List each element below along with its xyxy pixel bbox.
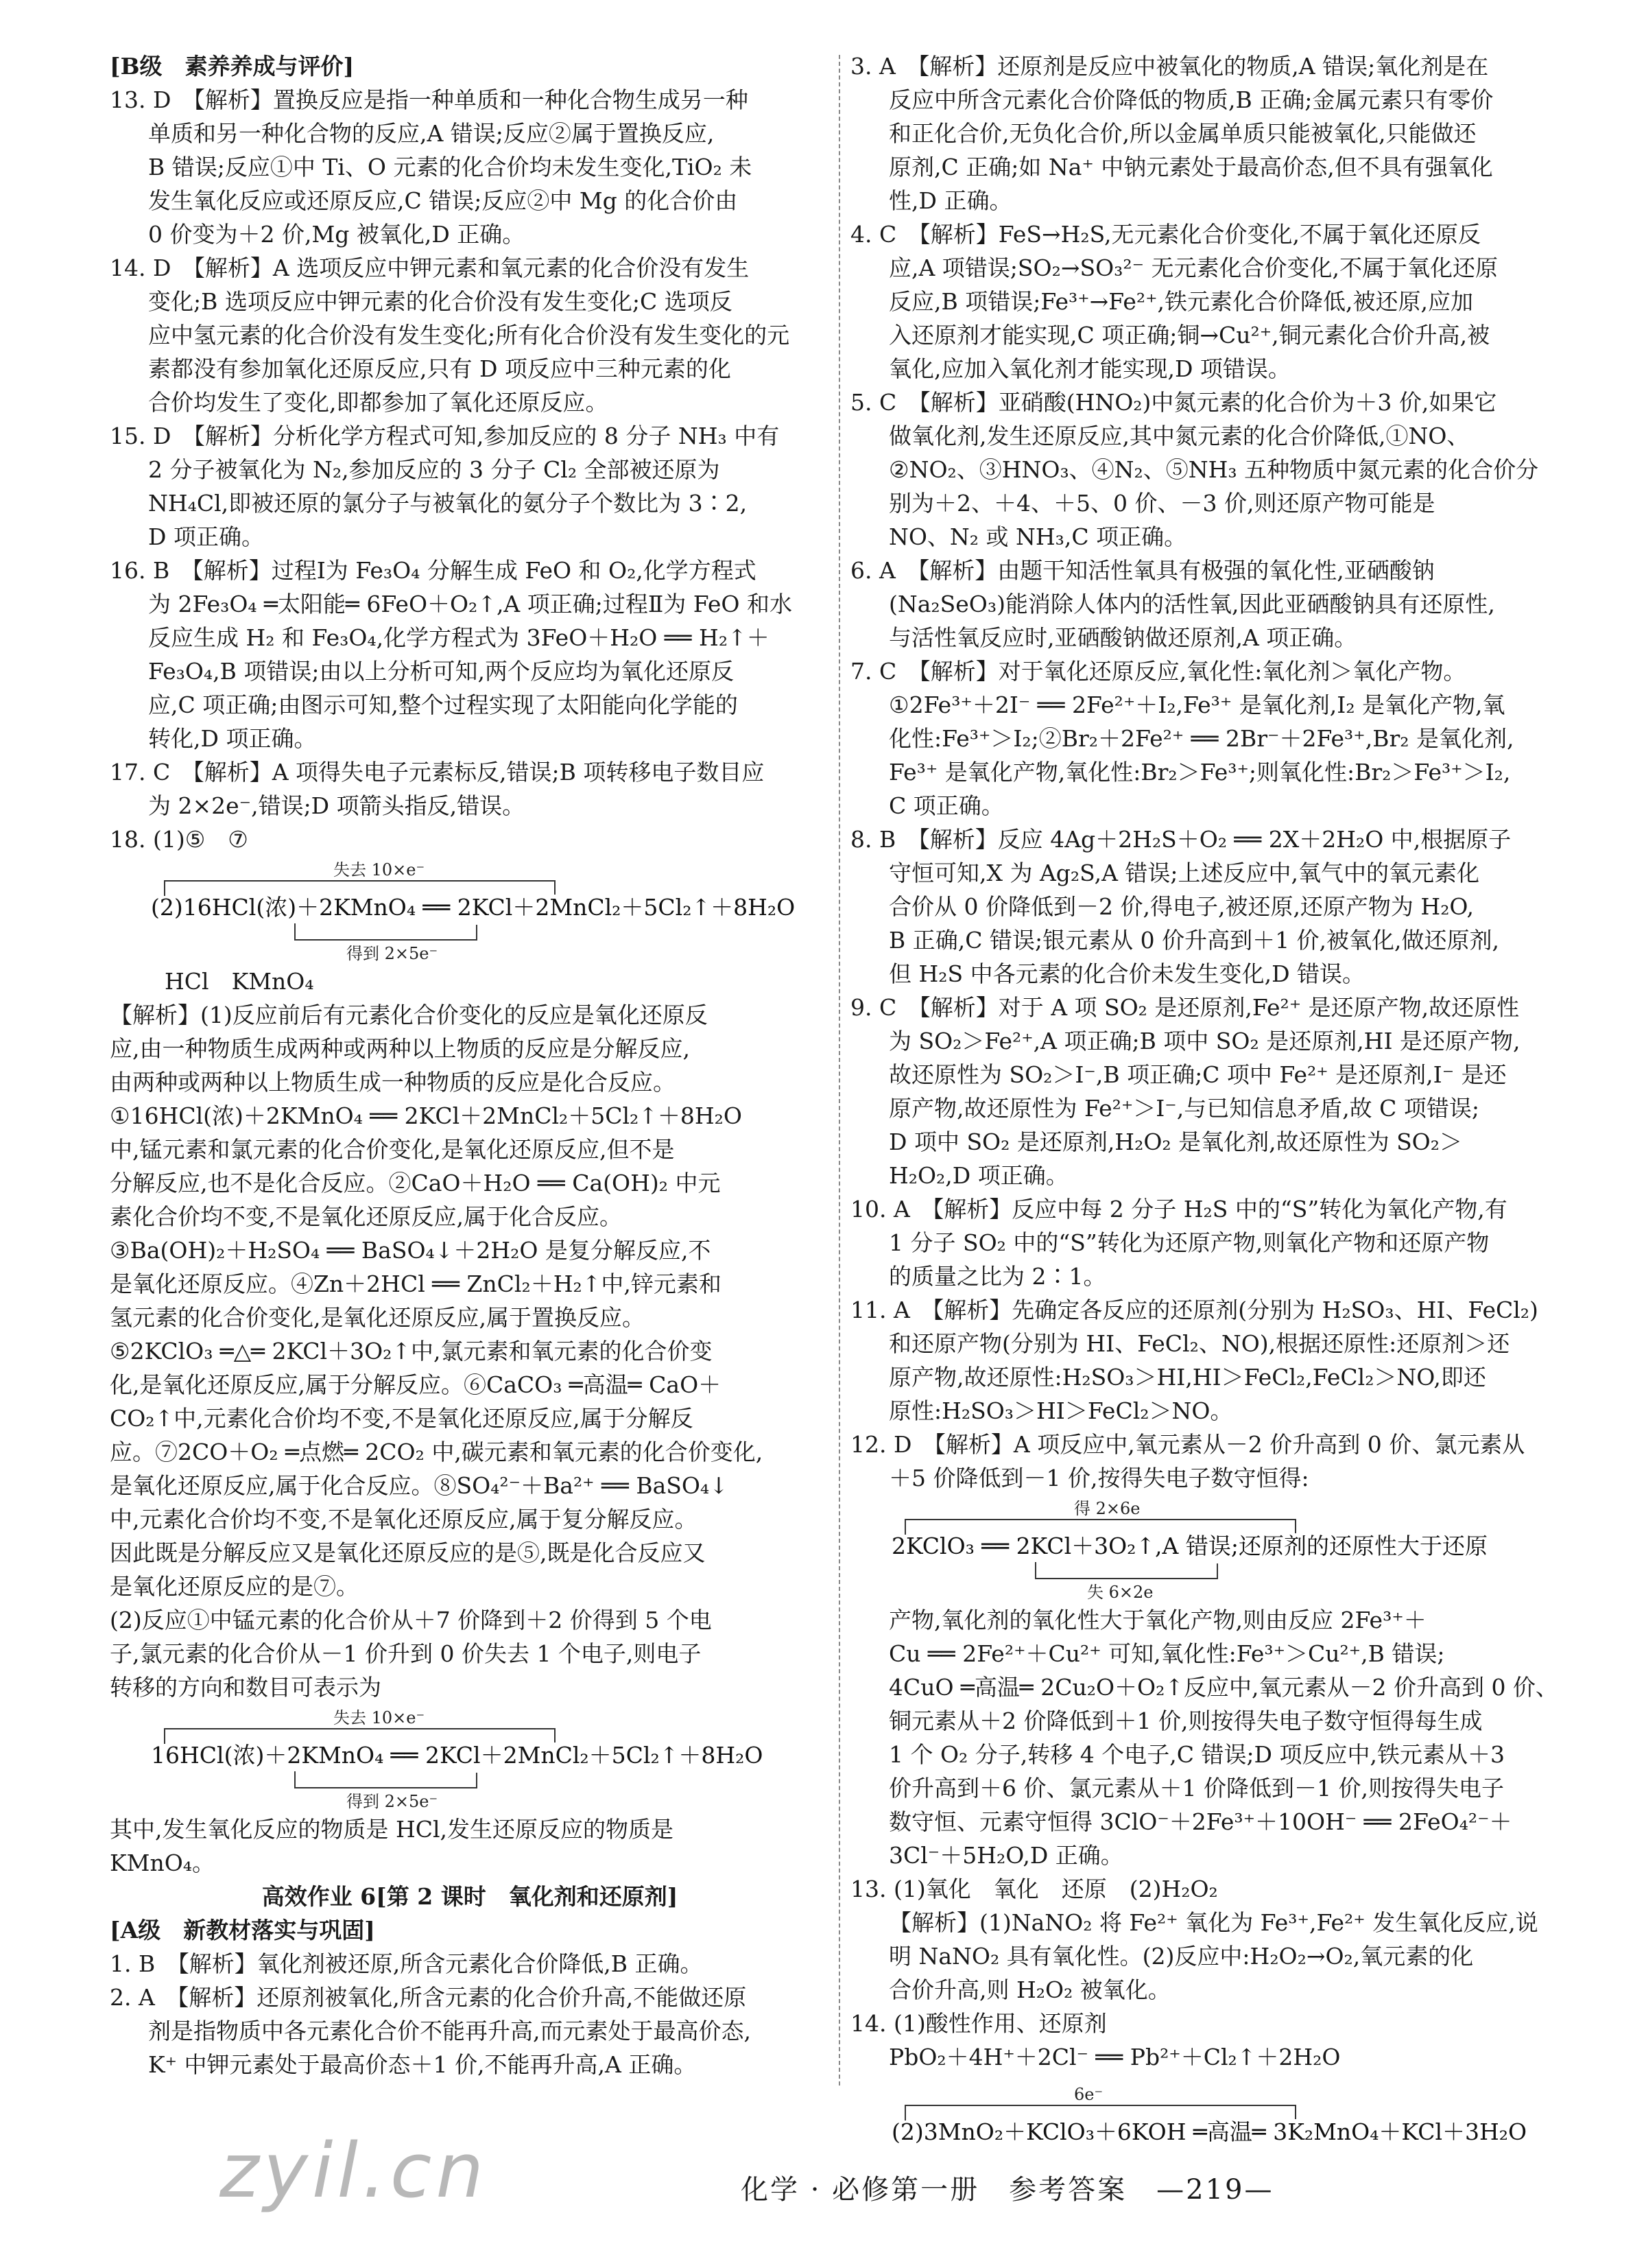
column-divider bbox=[839, 55, 840, 2086]
equation-text: 2KClO₃ ══ 2KCl＋3O₂↑,A 错误;还原剂的还原性大于还原 bbox=[892, 1533, 1488, 1559]
text-line: ⑤2KClO₃ ═△═ 2KCl＋3O₂↑中,氯元素和氧元素的化合价变 bbox=[110, 1338, 713, 1365]
text-line: 剂是指物质中各元素化合价不能再升高,而元素处于最高价态, bbox=[148, 2018, 751, 2044]
text-line: 2 分子被氧化为 N₂,参加反应的 3 分子 Cl₂ 全部被还原为 bbox=[148, 456, 720, 483]
text-line: 是氧化还原反应,属于化合反应。⑧SO₄²⁻＋Ba²⁺ ══ BaSO₄↓ bbox=[110, 1472, 728, 1499]
text-line: 14. D 【解析】A 选项反应中钾元素和氧元素的化合价没有发生 bbox=[110, 255, 750, 281]
text-line: KMnO₄。 bbox=[110, 1850, 215, 1876]
text-line: 数守恒、元素守恒得 3ClO⁻＋2Fe³⁺＋10OH⁻ ══ 2FeO₄²⁻＋ bbox=[889, 1808, 1512, 1835]
text-line: ＋5 价降低到－1 价,按得失电子数守恒得: bbox=[889, 1465, 1309, 1491]
text-line: 发生氧化反应或还原反应,C 错误;反应②中 Mg 的化合价由 bbox=[148, 187, 738, 214]
text-line: 11. A 【解析】先确定各反应的还原剂(分别为 H₂SO₃、HI、FeCl₂) bbox=[850, 1297, 1538, 1323]
eq1-electron-transfer bbox=[151, 859, 802, 962]
text-line: 13. (1)氧化 氧化 还原 (2)H₂O₂ bbox=[850, 1876, 1218, 1902]
text-line: K⁺ 中钾元素处于最高价态＋1 价,不能再升高,A 正确。 bbox=[148, 2051, 697, 2078]
text-line: 15. D 【解析】分析化学方程式可知,参加反应的 8 分子 NH₃ 中有 bbox=[110, 423, 780, 449]
text-line: 其中,发生氧化反应的物质是 HCl,发生还原反应的物质是 bbox=[110, 1816, 674, 1843]
text-line: 14. (1)酸性作用、还原剂 bbox=[850, 2010, 1107, 2037]
text-line: 化性:Fe³⁺＞I₂;②Br₂＋2Fe²⁺ ══ 2Br⁻＋2Fe³⁺,Br₂ 是氧化剂, bbox=[889, 725, 1514, 752]
text-line: [A级 新教材落实与巩固] bbox=[110, 1917, 375, 1944]
text-line: 2. A 【解析】还原剂被氧化,所含元素的化合价升高,不能做还原 bbox=[110, 1984, 747, 2011]
equation-text: (2)16HCl(浓)＋2KMnO₄ ══ 2KCl＋2MnCl₂＋5Cl₂↑＋8H₂O bbox=[151, 894, 796, 921]
text-line: 素都没有参加氧化还原反应,只有 D 项反应中三种元素的化 bbox=[148, 355, 731, 382]
text-line: 高效作业 6[第 2 课时 氧化剂和还原剂] bbox=[261, 1883, 678, 1910]
text-line: 为 2×2e⁻,错误;D 项箭头指反,错误。 bbox=[148, 792, 525, 819]
text-line: 3Cl⁻＋5H₂O,D 正确。 bbox=[889, 1842, 1123, 1869]
text-line: 明 NaNO₂ 具有氧化性。(2)反应中:H₂O₂→O₂,氧元素的化 bbox=[889, 1943, 1474, 1970]
text-line: 3. A 【解析】还原剂是反应中被氧化的物质,A 错误;氧化剂是在 bbox=[850, 53, 1489, 80]
left-column bbox=[110, 49, 830, 2081]
text-line: 反应中所含元素化合价降低的物质,B 正确;金属元素只有零价 bbox=[889, 86, 1494, 113]
text-line: 16. B 【解析】过程Ⅰ为 Fe₃O₄ 分解生成 FeO 和 O₂,化学方程式 bbox=[110, 557, 756, 584]
text-line: 因此既是分解反应又是氧化还原反应的是⑤,既是化合反应又 bbox=[110, 1539, 706, 1566]
text-line: 的质量之比为 2∶1。 bbox=[889, 1263, 1106, 1290]
text-line: 1 分子 SO₂ 中的“S”转化为还原产物,则氧化产物和还原产物 bbox=[889, 1229, 1490, 1256]
text-line: 12. D 【解析】A 项反应中,氧元素从－2 价升高到 0 价、氯元素从 bbox=[850, 1431, 1525, 1458]
text-line: 反应,B 项错误;Fe³⁺→Fe²⁺,铁元素化合价降低,被还原,应加 bbox=[889, 288, 1474, 315]
reduction-bracket bbox=[295, 1771, 477, 1788]
text-line: D 项中 SO₂ 是还原剂,H₂O₂ 是氧化剂,故还原性为 SO₂＞ bbox=[889, 1129, 1462, 1155]
text-line: 转化,D 项正确。 bbox=[148, 725, 317, 752]
top-transfer-label: 得 2×6e bbox=[1074, 1499, 1141, 1518]
text-line: D 项正确。 bbox=[148, 523, 264, 550]
text-line: 原剂,C 正确;如 Na⁺ 中钠元素处于最高价态,但不具有强氧化 bbox=[889, 154, 1493, 180]
text-line: 1 个 O₂ 分子,转移 4 个电子,C 错误;D 项反应中,铁元素从＋3 bbox=[889, 1741, 1505, 1768]
text-line: 应,由一种物质生成两种或两种以上物质的反应是分解反应, bbox=[110, 1035, 690, 1062]
text-line: 是氧化还原反应。④Zn＋2HCl ══ ZnCl₂＋H₂↑中,锌元素和 bbox=[110, 1271, 721, 1297]
text-line: 素化合价均不变,不是氧化还原反应,属于化合反应。 bbox=[110, 1203, 622, 1230]
text-line: 转移的方向和数目可表示为 bbox=[110, 1674, 381, 1701]
text-line: 4. C 【解析】FeS→H₂S,无元素化合价变化,不属于氧化还原反 bbox=[850, 221, 1481, 248]
text-line: ①16HCl(浓)＋2KMnO₄ ══ 2KCl＋2MnCl₂＋5Cl₂↑＋8H₂O bbox=[110, 1102, 742, 1129]
eq2-electron-transfer bbox=[151, 1707, 802, 1810]
text-line: 5. C 【解析】亚硝酸(HNO₂)中氮元素的化合价为＋3 价,如果它 bbox=[850, 389, 1497, 416]
text-line: 变化;B 选项反应中钾元素的化合价没有发生变化;C 选项反 bbox=[148, 288, 732, 315]
text-line: 8. B 【解析】反应 4Ag＋2H₂S＋O₂ ══ 2X＋2H₂O 中,根据原子 bbox=[850, 826, 1512, 853]
text-line: 应中氢元素的化合价没有发生变化;所有化合价没有发生变化的元 bbox=[148, 322, 790, 349]
text-line: 中,锰元素和氯元素的化合价变化,是氧化还原反应,但不是 bbox=[110, 1136, 675, 1163]
text-line: 产物,氧化剂的氧化性大于氧化产物,则由反应 2Fe³⁺＋ bbox=[889, 1607, 1427, 1633]
equation-text: (2)3MnO₂＋KClO₃＋6KOH ═高温═ 3K₂MnO₄＋KCl＋3H₂O bbox=[892, 2118, 1527, 2145]
text-line: B 正确,C 错误;银元素从 0 价升高到＋1 价,被氧化,做还原剂, bbox=[889, 927, 1500, 954]
reduction-bracket bbox=[295, 923, 477, 940]
text-line: 入还原剂才能实现,C 项正确;铜→Cu²⁺,铜元素化合价升高,被 bbox=[889, 322, 1490, 349]
text-line: 价升高到＋6 价、氯元素从＋1 价降低到－1 价,则按得失电子 bbox=[889, 1775, 1504, 1802]
text-line: 做氧化剂,发生还原反应,其中氮元素的化合价降低,①NO、 bbox=[889, 423, 1470, 449]
text-line: 守恒可知,X 为 Ag₂S,A 错误;上述反应中,氧气中的氧元素化 bbox=[889, 860, 1479, 886]
bottom-transfer-label: 失 6×2e bbox=[1087, 1583, 1154, 1600]
text-line: 原产物,故还原性为 Fe²⁺＞I⁻,与已知信息矛盾,故 C 项错误; bbox=[889, 1095, 1480, 1122]
text-line: 7. C 【解析】对于氧化还原反应,氧化性:氧化剂＞氧化产物。 bbox=[850, 658, 1466, 685]
text-line: 合价从 0 价降低到－2 价,得电子,被还原,还原产物为 H₂O, bbox=[889, 893, 1475, 920]
text-line: 别为＋2、＋4、＋5、0 价、－3 价,则还原产物可能是 bbox=[889, 490, 1435, 517]
text-line: H₂O₂,D 项正确。 bbox=[889, 1162, 1069, 1189]
bottom-transfer-label: 得到 2×5e⁻ bbox=[346, 1792, 438, 1810]
eq3-electron-transfer bbox=[892, 1498, 1543, 1600]
text-line: PbO₂＋4H⁺＋2Cl⁻ ══ Pb²⁺＋Cl₂↑＋2H₂O bbox=[889, 2044, 1341, 2070]
bottom-transfer-label: 得到 2×5e⁻ bbox=[346, 944, 438, 962]
reduction-bracket bbox=[1036, 1562, 1217, 1579]
text-line: 为 2Fe₃O₄ ═太阳能═ 6FeO＋O₂↑,A 项正确;过程Ⅱ为 FeO 和水 bbox=[148, 591, 792, 617]
text-line: 化,是氧化还原反应,属于分解反应。⑥CaCO₃ ═高温═ CaO＋ bbox=[110, 1371, 721, 1398]
text-line: 铜元素从＋2 价降低到＋1 价,则按得失电子数守恒得每生成 bbox=[889, 1708, 1483, 1734]
text-line: 子,氯元素的化合价从－1 价升到 0 价失去 1 个电子,则电子 bbox=[110, 1640, 702, 1667]
text-line: 原产物,故还原性:H₂SO₃＞HI,HI＞FeCl₂,FeCl₂＞NO,即还 bbox=[889, 1364, 1486, 1391]
top-transfer-label: 6e⁻ bbox=[1074, 2085, 1104, 2104]
text-line: HCl KMnO₄ bbox=[165, 968, 314, 995]
text-line: 1. B 【解析】氧化剂被还原,所含元素化合价降低,B 正确。 bbox=[110, 1950, 703, 1977]
text-line: 【解析】(1)NaNO₂ 将 Fe²⁺ 氧化为 Fe³⁺,Fe²⁺ 发生氧化反应,说 bbox=[889, 1909, 1538, 1936]
text-line: 分解反应,也不是化合反应。②CaO＋H₂O ══ Ca(OH)₂ 中元 bbox=[110, 1170, 721, 1196]
text-line: 6. A 【解析】由题干知活性氧具有极强的氧化性,亚硒酸钠 bbox=[850, 557, 1435, 584]
text-line: NH₄Cl,即被还原的氯分子与被氧化的氨分子个数比为 3∶2, bbox=[148, 490, 748, 517]
text-line: 应。⑦2CO＋O₂ ═点燃═ 2CO₂ 中,碳元素和氧元素的化合价变化, bbox=[110, 1439, 763, 1465]
text-line: 反应生成 H₂ 和 Fe₃O₄,化学方程式为 3FeO＋H₂O ══ H₂↑＋ bbox=[148, 624, 770, 651]
text-line: ①2Fe³⁺＋2I⁻ ══ 2Fe²⁺＋I₂,Fe³⁺ 是氧化剂,I₂ 是氧化产物,氧 bbox=[889, 692, 1505, 718]
text-line: [B级 素养养成与评价] bbox=[110, 53, 355, 80]
text-line: 9. C 【解析】对于 A 项 SO₂ 是还原剂,Fe²⁺ 是还原产物,故还原性 bbox=[850, 994, 1520, 1021]
text-line: Cu ══ 2Fe²⁺＋Cu²⁺ 可知,氧化性:Fe³⁺＞Cu²⁺,B 错误; bbox=[889, 1640, 1445, 1667]
text-line: ②NO₂、③HNO₃、④N₂、⑤NH₃ 五种物质中氮元素的化合价分 bbox=[889, 456, 1539, 483]
top-transfer-label: 失去 10×e⁻ bbox=[333, 1708, 425, 1727]
right-column bbox=[850, 49, 1567, 2155]
text-line: Fe³⁺ 是氧化产物,氧化性:Br₂＞Fe³⁺;则氧化性:Br₂＞Fe³⁺＞I₂, bbox=[889, 759, 1511, 785]
text-line: 氧化,应加入氧化剂才能实现,D 项错误。 bbox=[889, 355, 1291, 382]
text-line: CO₂↑中,元素化合价均不变,不是氧化还原反应,属于分解反 bbox=[110, 1405, 693, 1432]
text-line: 0 价变为＋2 价,Mg 被氧化,D 正确。 bbox=[148, 221, 525, 248]
text-line: 合价升高,则 H₂O₂ 被氧化。 bbox=[889, 1976, 1171, 2003]
text-line: 和还原产物(分别为 HI、FeCl₂、NO),根据还原性:还原剂＞还 bbox=[889, 1330, 1510, 1357]
text-line: 合价均发生了变化,即都参加了氧化还原反应。 bbox=[148, 389, 608, 416]
text-line: 17. C 【解析】A 项得失电子元素标反,错误;B 项转移电子数目应 bbox=[110, 759, 765, 785]
text-line: 4CuO ═高温═ 2Cu₂O＋O₂↑反应中,氧元素从－2 价升高到 0 价、 bbox=[889, 1674, 1558, 1701]
text-line: 为 SO₂＞Fe²⁺,A 项正确;B 项中 SO₂ 是还原剂,HI 是还原产物, bbox=[889, 1028, 1520, 1054]
page-footer: 化学 · 必修第一册 参考答案 —219— bbox=[741, 2174, 1274, 2206]
text-line: 13. D 【解析】置换反应是指一种单质和一种化合物生成另一种 bbox=[110, 86, 748, 113]
text-line: 应,A 项错误;SO₂→SO₃²⁻ 无元素化合价变化,不属于氧化还原 bbox=[889, 255, 1498, 281]
text-line: 单质和另一种化合物的反应,A 错误;反应②属于置换反应, bbox=[148, 120, 715, 147]
text-line: 是氧化还原反应的是⑦。 bbox=[110, 1573, 359, 1600]
text-line: 与活性氧反应时,亚硒酸钠做还原剂,A 项正确。 bbox=[889, 624, 1357, 651]
eq4-electron-transfer bbox=[892, 2077, 1543, 2152]
text-line: 【解析】(1)反应前后有元素化合价变化的反应是氧化还原反 bbox=[110, 1002, 708, 1028]
text-line: C 项正确。 bbox=[889, 792, 1004, 819]
text-line: 氢元素的化合价变化,是氧化还原反应,属于置换反应。 bbox=[110, 1304, 645, 1331]
text-line: (Na₂SeO₃)能消除人体内的活性氧,因此亚硒酸钠具有还原性, bbox=[889, 591, 1495, 617]
top-transfer-label: 失去 10×e⁻ bbox=[333, 860, 425, 879]
text-line: 和正化合价,无负化合价,所以金属单质只能被氧化,只能做还 bbox=[889, 120, 1477, 147]
text-line: 应,C 项正确;由图示可知,整个过程实现了太阳能向化学能的 bbox=[148, 692, 738, 718]
text-line: 10. A 【解析】反应中每 2 分子 H₂S 中的“S”转化为氧化产物,有 bbox=[850, 1196, 1507, 1222]
text-line: ③Ba(OH)₂＋H₂SO₄ ══ BaSO₄↓＋2H₂O 是复分解反应,不 bbox=[110, 1237, 711, 1264]
text-line: B 错误;反应①中 Ti、O 元素的化合价均未发生变化,TiO₂ 未 bbox=[148, 154, 752, 180]
watermark: zyil.cn bbox=[219, 2127, 488, 2214]
text-line: 中,元素化合价均不变,不是氧化还原反应,属于复分解反应。 bbox=[110, 1506, 697, 1533]
text-line: (2)反应①中锰元素的化合价从＋7 价降到＋2 价得到 5 个电 bbox=[110, 1607, 712, 1633]
text-line: 但 H₂S 中各元素的化合价未发生变化,D 错误。 bbox=[889, 960, 1365, 987]
text-line: Fe₃O₄,B 项错误;由以上分析可知,两个反应均为氧化还原反 bbox=[148, 658, 734, 685]
text-line: 18. (1)⑤ ⑦ bbox=[110, 826, 248, 853]
text-line: 原性:H₂SO₃＞HI＞FeCl₂＞NO。 bbox=[889, 1397, 1233, 1424]
text-line: 由两种或两种以上物质生成一种物质的反应是化合反应。 bbox=[110, 1069, 676, 1096]
text-line: 性,D 正确。 bbox=[889, 187, 1012, 214]
text-line: 故还原性为 SO₂＞I⁻,B 项正确;C 项中 Fe²⁺ 是还原剂,I⁻ 是还 bbox=[889, 1061, 1507, 1088]
text-line: NO、N₂ 或 NH₃,C 项正确。 bbox=[889, 523, 1187, 550]
equation-text: 16HCl(浓)＋2KMnO₄ ══ 2KCl＋2MnCl₂＋5Cl₂↑＋8H₂O bbox=[151, 1742, 763, 1769]
